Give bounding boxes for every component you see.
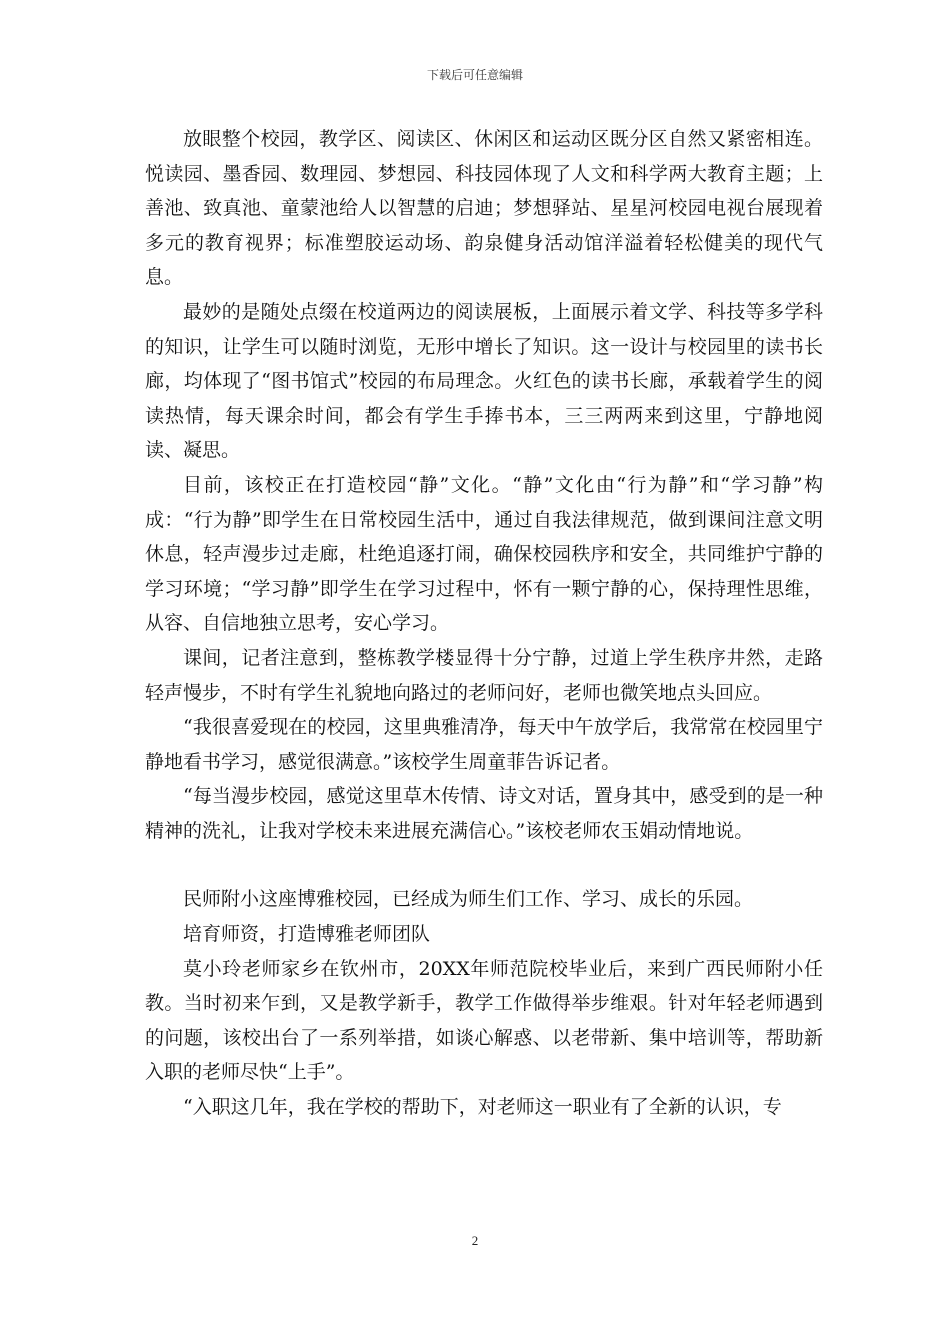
paragraph-teacher-quote-continued: “入职这几年，我在学校的帮助下，对老师这一职业有了全新的认识，专: [183, 1096, 782, 1119]
paragraph-quiet-culture: 目前，该校正在打造校园“静”文化。“静”文化由“行为静”和“学习静”构成：“行为静”即学生在日常校园生活中，通过自我法律规范，做到课间注意文明休息，轻声漫步过走廊，杜绝追逐打闹，确保校园秩序和安全，共同维护宁静的学习环境；“学习静”即学生在学习过程中，怀有一颗宁静的心，保持理性思维，从容、自信地独立思考，安心学习。: [145, 473, 823, 635]
paragraph-student-quote: “我很喜爱现在的校园，这里典雅清净，每天中午放学后，我常常在校园里宁静地看书学习，感觉很满意。”该校学生周童菲告诉记者。: [145, 716, 823, 773]
document-body: [145, 122, 823, 1125]
page-number: 2: [471, 1233, 479, 1248]
page-header: 下载后可任意编辑: [426, 68, 523, 82]
paragraph-teacher-quote: “每当漫步校园，感觉这里草木传情、诗文对话，置身其中，感受到的是一种精神的洗礼，让我对学校未来进展充满信心。”该校老师农玉娟动情地说。: [145, 785, 823, 842]
paragraph-teacher-story: 莫小玲老师家乡在钦州市，20XX年师范院校毕业后，来到广西民师附小任教。当时初来乍到，又是教学新手，教学工作做得举步维艰。针对年轻老师遇到的问题，该校出台了一系列举措，如谈心解惑、以老带新、集中培训等，帮助新入职的老师尽快“上手”。: [145, 957, 823, 1084]
paragraph-recess: 课间，记者注意到，整栋教学楼显得十分宁静，过道上学生秩序井然，走路轻声慢步，不时有学生礼貌地向路过的老师问好，老师也微笑地点头回应。: [145, 646, 823, 704]
paragraph-campus-summary: 民师附小这座博雅校园，已经成为师生们工作、学习、成长的乐园。: [183, 888, 754, 911]
paragraph-campus-layout: 放眼整个校园，教学区、阅读区、休闲区和运动区既分区自然又紧密相连。悦读园、墨香园、数理园、梦想园、科技园体现了人文和科学两大教育主题；上善池、致真池、童蒙池给人以智慧的启迪；梦想驿站、星星河校园电视台展现着多元的教育视界；标准塑胶运动场、韵泉健身活动馆洋溢着轻松健美的现代气息。: [145, 128, 823, 289]
paragraph-reading-boards: 最妙的是随处点缀在校道两边的阅读展板，上面展示着文学、科技等多学科的知识，让学生可以随时浏览，无形中增长了知识。这一设计与校园里的读书长廊，均体现了“图书馆式”校园的布局理念。火红色的读书长廊，承载着学生的阅读热情，每天课余时间，都会有学生手捧书本，三三两两来到这里，宁静地阅读、凝思。: [145, 300, 823, 462]
section-heading-teacher-team: 培育师资，打造博雅老师团队: [183, 923, 431, 946]
